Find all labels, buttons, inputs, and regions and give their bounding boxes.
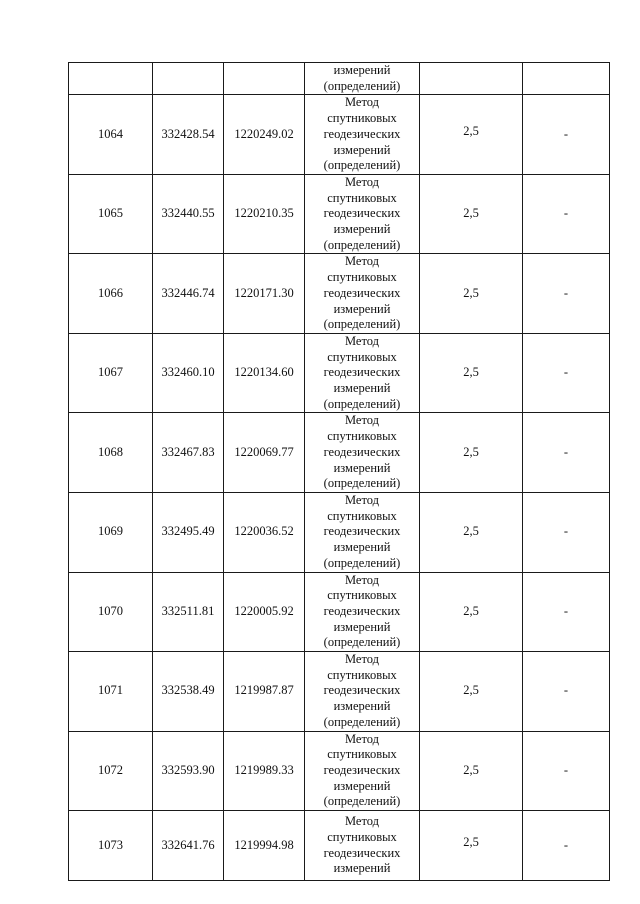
note-cell [523,333,610,413]
x-coordinate-cell [153,95,224,175]
table-row [69,492,610,572]
note-value: - [563,524,569,539]
accuracy-value: 2,5 [463,524,479,539]
accuracy-cell [420,811,523,881]
method-cell [305,492,420,572]
point-number-cell [69,492,153,572]
method-cell [305,174,420,254]
point-number-cell [69,413,153,493]
y-coordinate-cell [224,174,305,254]
y-coordinate: 1220036.52 [234,524,294,539]
point-number-cell [69,63,153,95]
x-coordinate-cell [153,572,224,652]
point-number: 1067 [98,365,123,380]
accuracy-value: 2,5 [463,683,479,698]
y-coordinate-cell [224,652,305,732]
y-coordinate: 1220210.35 [234,206,294,221]
table-row [69,572,610,652]
point-number-cell [69,174,153,254]
note-value: - [563,603,569,618]
table-row [69,174,610,254]
x-coordinate-cell [153,652,224,732]
accuracy-cell [420,95,523,175]
x-coordinate: 332460.10 [161,365,215,380]
x-coordinate: 332538.49 [161,683,215,698]
x-coordinate-cell [153,413,224,493]
point-number-cell [69,333,153,413]
accuracy-cell [420,572,523,652]
x-coordinate-cell [153,333,224,413]
accuracy-value: 2,5 [463,444,479,459]
method-text: Метод спутниковых геодезических измерений (определений) [323,333,401,411]
method-cell [305,413,420,493]
method-text: Метод спутниковых геодезических измерений [323,814,401,876]
accuracy-value: 2,5 [463,834,479,849]
method-cell [305,811,420,881]
point-number-cell [69,95,153,175]
x-coordinate: 332467.83 [161,444,215,459]
point-number: 1073 [98,837,123,852]
x-coordinate-cell [153,811,224,881]
method-text: измерений (определений) [323,63,401,93]
point-number: 1071 [98,683,123,698]
method-cell [305,95,420,175]
note-cell [523,413,610,493]
table-row [69,333,610,413]
y-coordinate-cell [224,811,305,881]
accuracy-cell [420,174,523,254]
accuracy-value: 2,5 [463,603,479,618]
x-coordinate-cell [153,492,224,572]
note-value: - [563,285,569,300]
accuracy-cell [420,254,523,334]
note-cell [523,254,610,334]
table-row-continuation [69,63,610,95]
point-number-cell [69,731,153,811]
accuracy-cell [420,333,523,413]
y-coordinate: 1219994.98 [234,837,294,852]
table-row [69,95,610,175]
method-cell [305,254,420,334]
accuracy-cell [420,731,523,811]
boundary-points-table [68,62,610,881]
note-value: - [563,126,569,141]
y-coordinate-cell [224,333,305,413]
table-row [69,254,610,334]
method-text: Метод спутниковых геодезических измерений (определений) [323,413,401,491]
y-coordinate: 1220249.02 [234,126,294,141]
y-coordinate: 1220069.77 [234,444,294,459]
method-text: Метод спутниковых геодезических измерений (определений) [323,492,401,570]
y-coordinate-cell [224,63,305,95]
point-number: 1072 [98,762,123,777]
point-number: 1068 [98,444,123,459]
table-row [69,811,610,881]
point-number: 1070 [98,603,123,618]
point-number-cell [69,572,153,652]
note-cell [523,572,610,652]
note-value: - [563,444,569,459]
y-coordinate-cell [224,254,305,334]
x-coordinate: 332593.90 [161,762,215,777]
accuracy-value: 2,5 [463,206,479,221]
note-cell [523,652,610,732]
point-number-cell [69,652,153,732]
method-cell [305,731,420,811]
point-number: 1064 [98,126,123,141]
x-coordinate-cell [153,63,224,95]
y-coordinate-cell [224,572,305,652]
point-number-cell [69,811,153,881]
note-value: - [563,837,569,852]
accuracy-cell [420,413,523,493]
note-value: - [563,365,569,380]
note-cell [523,811,610,881]
method-text: Метод спутниковых геодезических измерений (определений) [323,95,401,173]
y-coordinate-cell [224,413,305,493]
y-coordinate: 1219987.87 [234,683,294,698]
x-coordinate-cell [153,254,224,334]
method-text: Метод спутниковых геодезических измерений (определений) [323,572,401,650]
accuracy-cell [420,492,523,572]
y-coordinate-cell [224,492,305,572]
method-text: Метод спутниковых геодезических измерений (определений) [323,254,401,332]
x-coordinate-cell [153,731,224,811]
point-number: 1065 [98,206,123,221]
y-coordinate: 1220134.60 [234,365,294,380]
accuracy-value: 2,5 [463,365,479,380]
note-cell [523,95,610,175]
table-row [69,731,610,811]
method-cell [305,63,420,95]
method-cell [305,572,420,652]
note-value: - [563,762,569,777]
note-cell [523,731,610,811]
x-coordinate: 332641.76 [161,837,215,852]
note-cell [523,174,610,254]
y-coordinate: 1219989.33 [234,762,294,777]
method-text: Метод спутниковых геодезических измерений (определений) [323,652,401,729]
note-cell [523,63,610,95]
note-value: - [563,206,569,221]
point-number: 1066 [98,285,123,300]
method-cell [305,652,420,732]
x-coordinate: 332495.49 [161,524,215,539]
table-row [69,652,610,732]
point-number-cell [69,254,153,334]
note-cell [523,492,610,572]
accuracy-cell [420,652,523,732]
point-number: 1069 [98,524,123,539]
x-coordinate: 332511.81 [161,603,215,618]
table-row [69,413,610,493]
method-text: Метод спутниковых геодезических измерений (определений) [323,174,401,252]
y-coordinate-cell [224,731,305,811]
x-coordinate: 332446.74 [161,285,215,300]
y-coordinate: 1220171.30 [234,285,294,300]
method-text: Метод спутниковых геодезических измерений (определений) [323,731,401,809]
method-cell [305,333,420,413]
x-coordinate: 332440.55 [161,206,215,221]
y-coordinate-cell [224,95,305,175]
accuracy-cell [420,63,523,95]
accuracy-value: 2,5 [463,123,479,138]
accuracy-value: 2,5 [463,762,479,777]
accuracy-value: 2,5 [463,285,479,300]
x-coordinate-cell [153,174,224,254]
note-value: - [563,683,569,698]
y-coordinate: 1220005.92 [234,603,294,618]
x-coordinate: 332428.54 [161,126,215,141]
